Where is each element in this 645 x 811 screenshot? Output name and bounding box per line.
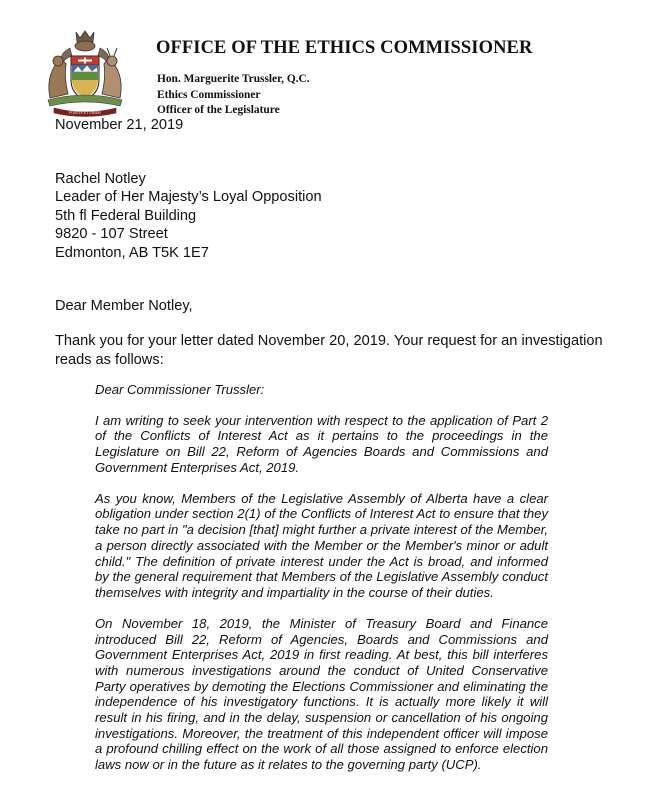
address-line-1: 5th fl Federal Building	[55, 207, 197, 224]
quoted-request	[95, 382, 548, 788]
commissioner-office: Officer of the Legislature	[157, 104, 280, 116]
address-line-3: Edmonton, AB T5K 1E7	[55, 244, 209, 261]
svg-text:FORTIS ET LIBER: FORTIS ET LIBER	[69, 110, 101, 115]
intro-paragraph: Thank you for your letter dated November 20, 2019. Your request for an investigation reads as follows:	[55, 333, 603, 368]
commissioner-details	[157, 72, 310, 119]
salutation: Dear Member Notley,	[55, 297, 193, 314]
commissioner-name: Hon. Marguerite Trussler, Q.C.	[157, 73, 310, 85]
address-line-2: 9820 - 107 Street	[55, 226, 168, 243]
quote-paragraph-3: On November 18, 2019, the Minister of Treasury Board and Finance introduced Bill 22, Reform of Agencies, Boards and Commissions and Government Enterprises Act, 2019 in first reading. At best, this bill interferes with numerous investigations around the conduct of United Conservative Party operatives by demoting the Elections Commissioner and eliminating the independence of his investigatory functions. It is actually more likely it will result in his firing, and in the delay, suspension or cancellation of his ongoing investigations. Moreover, the treatment of this independent officer will impose a profound chilling effect on the work of all those assigned to enforce election laws now or in the future as it relates to the governing party (UCP).	[95, 615, 548, 773]
letter-date: November 21, 2019	[55, 117, 184, 133]
quote-paragraph-1: I am writing to seek your intervention with respect to the application of Part 2 of the Conflicts of Interest Act as it pertains to the proceedings in the Legislature on Bill 22, Reform of Agencies Boards and Commissions and Government Enterprises Act, 2019.	[95, 412, 548, 475]
recipient-address	[55, 170, 625, 263]
coat-of-arms-icon	[40, 28, 130, 118]
commissioner-role: Ethics Commissioner	[157, 88, 261, 101]
letter-body	[55, 116, 625, 369]
recipient-name: Rachel Notley	[55, 170, 146, 187]
quote-salutation: Dear Commissioner Trussler:	[95, 382, 265, 397]
quote-paragraph-2: As you know, Members of the Legislative Assembly of Alberta have a clear obligation under section 2(1) of the Conflicts of Interest Act to ensure that they take no part in "a decision [that] might further a private interest of the Member, a person directly associated with the Member or the Member's minor or adult child." The definition of private interest under the Act is broad, and informed by the general requirement that Members of the Legislative Assembly conduct themselves with integrity and impartiality in the course of their duties.	[95, 490, 548, 600]
recipient-title: Leader of Her Majesty’s Loyal Opposition	[55, 189, 322, 206]
office-title: OFFICE OF THE ETHICS COMMISSIONER	[156, 38, 533, 58]
